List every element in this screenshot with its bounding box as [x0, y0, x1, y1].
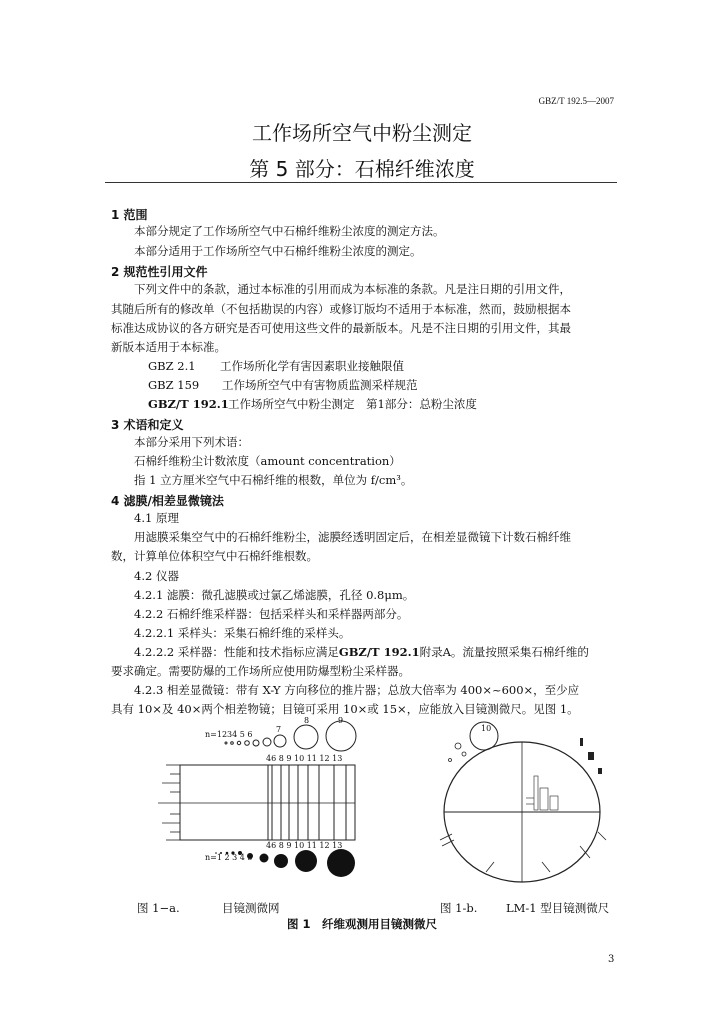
s4-2-3-line-1: 4.2.3 相差显微镜：带有 X-Y 方向移位的推片器；总放大倍率为 400×~600×，至少应 — [134, 683, 580, 697]
section-1-heading: 1 范围 — [111, 208, 148, 222]
fig1b-caption-text: LM-1 型目镜测微尺 — [506, 901, 610, 915]
s4-2-2-2-pre: 4.2.2.2 采样器：性能和技术指标应满足 — [134, 645, 339, 659]
page-number: 3 — [608, 954, 615, 965]
s4-2-2-2-post: 附录A。流量按照采集石棉纤维的 — [419, 645, 589, 659]
s3-para-2: 石棉纤维粉尘计数浓度（amount concentration） — [134, 454, 401, 468]
ref-text-2: 工作场所空气中有害物质监测采样规范 — [222, 378, 418, 392]
s2-line-3: 标准达成协议的各方研究是否可使用这些文件的最新版本。凡是不注日期的引用文件，其最 — [111, 321, 571, 335]
fig1a-caption-text: 目镜测微网 — [222, 901, 280, 915]
fig1a-n7: 7 — [276, 725, 282, 734]
ref-code-1: GBZ 2.1 — [148, 359, 196, 373]
section-4-heading: 4 滤膜/相差显微镜法 — [111, 494, 224, 508]
s3-para-3: 指 1 立方厘米空气中石棉纤维的根数，单位为 f/cm³。 — [134, 473, 413, 487]
fig1a-n3: 3 — [227, 730, 233, 739]
ref-code-3: GBZ/T 192.1 — [148, 397, 229, 411]
fig1b-label-10: 10 — [481, 724, 492, 733]
figure-1a-graticule — [148, 716, 378, 892]
s4-2-1: 4.2.1 滤膜：微孔滤膜或过氯乙烯滤膜，孔径 0.8μm。 — [134, 588, 415, 602]
fig1a-n2: 2 — [221, 730, 228, 739]
s2-line-4: 新版本适用于本标准。 — [111, 340, 226, 354]
s4-2-heading: 4.2 仪器 — [134, 569, 179, 583]
fig1a-n9: 9 — [338, 716, 344, 725]
fig1a-bottom-n-labels: n=1 2 3 4 5 — [205, 853, 253, 862]
fig1a-grid-bottom-numbers: 46 8 9 10 11 12 13 — [266, 841, 343, 850]
s4-2-2: 4.2.2 石棉纤维采样器：包括采样头和采样器两部分。 — [134, 607, 409, 621]
fig1a-n1: n=1 — [205, 730, 222, 739]
s4-2-3-line-2: 具有 10×及 40×两个相差物镜；目镜可采用 10×或 15×，应能放入目镜测微尺。见图 1。 — [111, 702, 579, 716]
standard-code: GBZ/T 192.5—2007 — [538, 96, 614, 106]
s2-line-2: 其随后所有的修改单（不包括勘误的内容）或修订版均不适用于本标准，然而，鼓励根据本 — [111, 302, 571, 316]
fig1a-n5: 5 — [239, 730, 245, 739]
s4-1-line-2: 数，计算单位体积空气中石棉纤维根数。 — [111, 549, 318, 563]
ref-text-1: 工作场所化学有害因素职业接触限值 — [220, 359, 404, 373]
s4-2-2-2-line-1 — [134, 642, 589, 662]
fig1a-n4: 4 — [232, 730, 238, 739]
fig1a-top-n-labels — [205, 730, 253, 740]
section-3-heading: 3 术语和定义 — [111, 418, 184, 432]
ref-code-2: GBZ 159 — [148, 378, 200, 392]
s4-2-2-2-line-2: 要求确定。需要防爆的工作场所应使用防爆型粉尘采样器。 — [111, 664, 410, 678]
figure-1b-micrometer — [430, 716, 620, 892]
section-2-heading: 2 规范性引用文件 — [111, 265, 208, 279]
fig1a-grid-top-numbers: 46 8 9 10 11 12 13 — [266, 754, 343, 763]
s4-1-line-1: 用滤膜采集空气中的石棉纤维粉尘，滤膜经透明固定后，在相差显微镜下计数石棉纤维 — [134, 530, 571, 544]
s2-line-1: 下列文件中的条款，通过本标准的引用而成为本标准的条款。凡是注日期的引用文件， — [134, 282, 571, 296]
fig1a-n6: 6 — [247, 730, 253, 739]
document-subtitle: 第 5 部分：石棉纤维浓度 — [249, 157, 475, 181]
ref-text-3: 工作场所空气中粉尘测定 第1部分：总粉尘浓度 — [228, 397, 477, 411]
s4-2-2-1: 4.2.2.1 采样头：采集石棉纤维的采样头。 — [134, 626, 351, 640]
s4-2-2-2-ref: GBZ/T 192.1 — [338, 645, 420, 659]
title-rule — [105, 182, 617, 183]
fig1a-caption-number: 图 1−a. — [137, 901, 180, 915]
s3-para-1: 本部分采用下列术语： — [134, 435, 249, 449]
s1-para-1: 本部分规定了工作场所空气中石棉纤维粉尘浓度的测定方法。 — [134, 224, 445, 238]
fig1b-caption-number: 图 1-b. — [440, 901, 478, 915]
s4-1-heading: 4.1 原理 — [134, 511, 179, 525]
document-title: 工作场所空气中粉尘测定 — [252, 121, 472, 145]
fig1a-n8: 8 — [304, 716, 310, 725]
s1-para-2: 本部分适用于工作场所空气中石棉纤维粉尘浓度的测定。 — [134, 244, 422, 258]
figure-1-title: 图 1 纤维观测用目镜测微尺 — [286, 917, 437, 931]
